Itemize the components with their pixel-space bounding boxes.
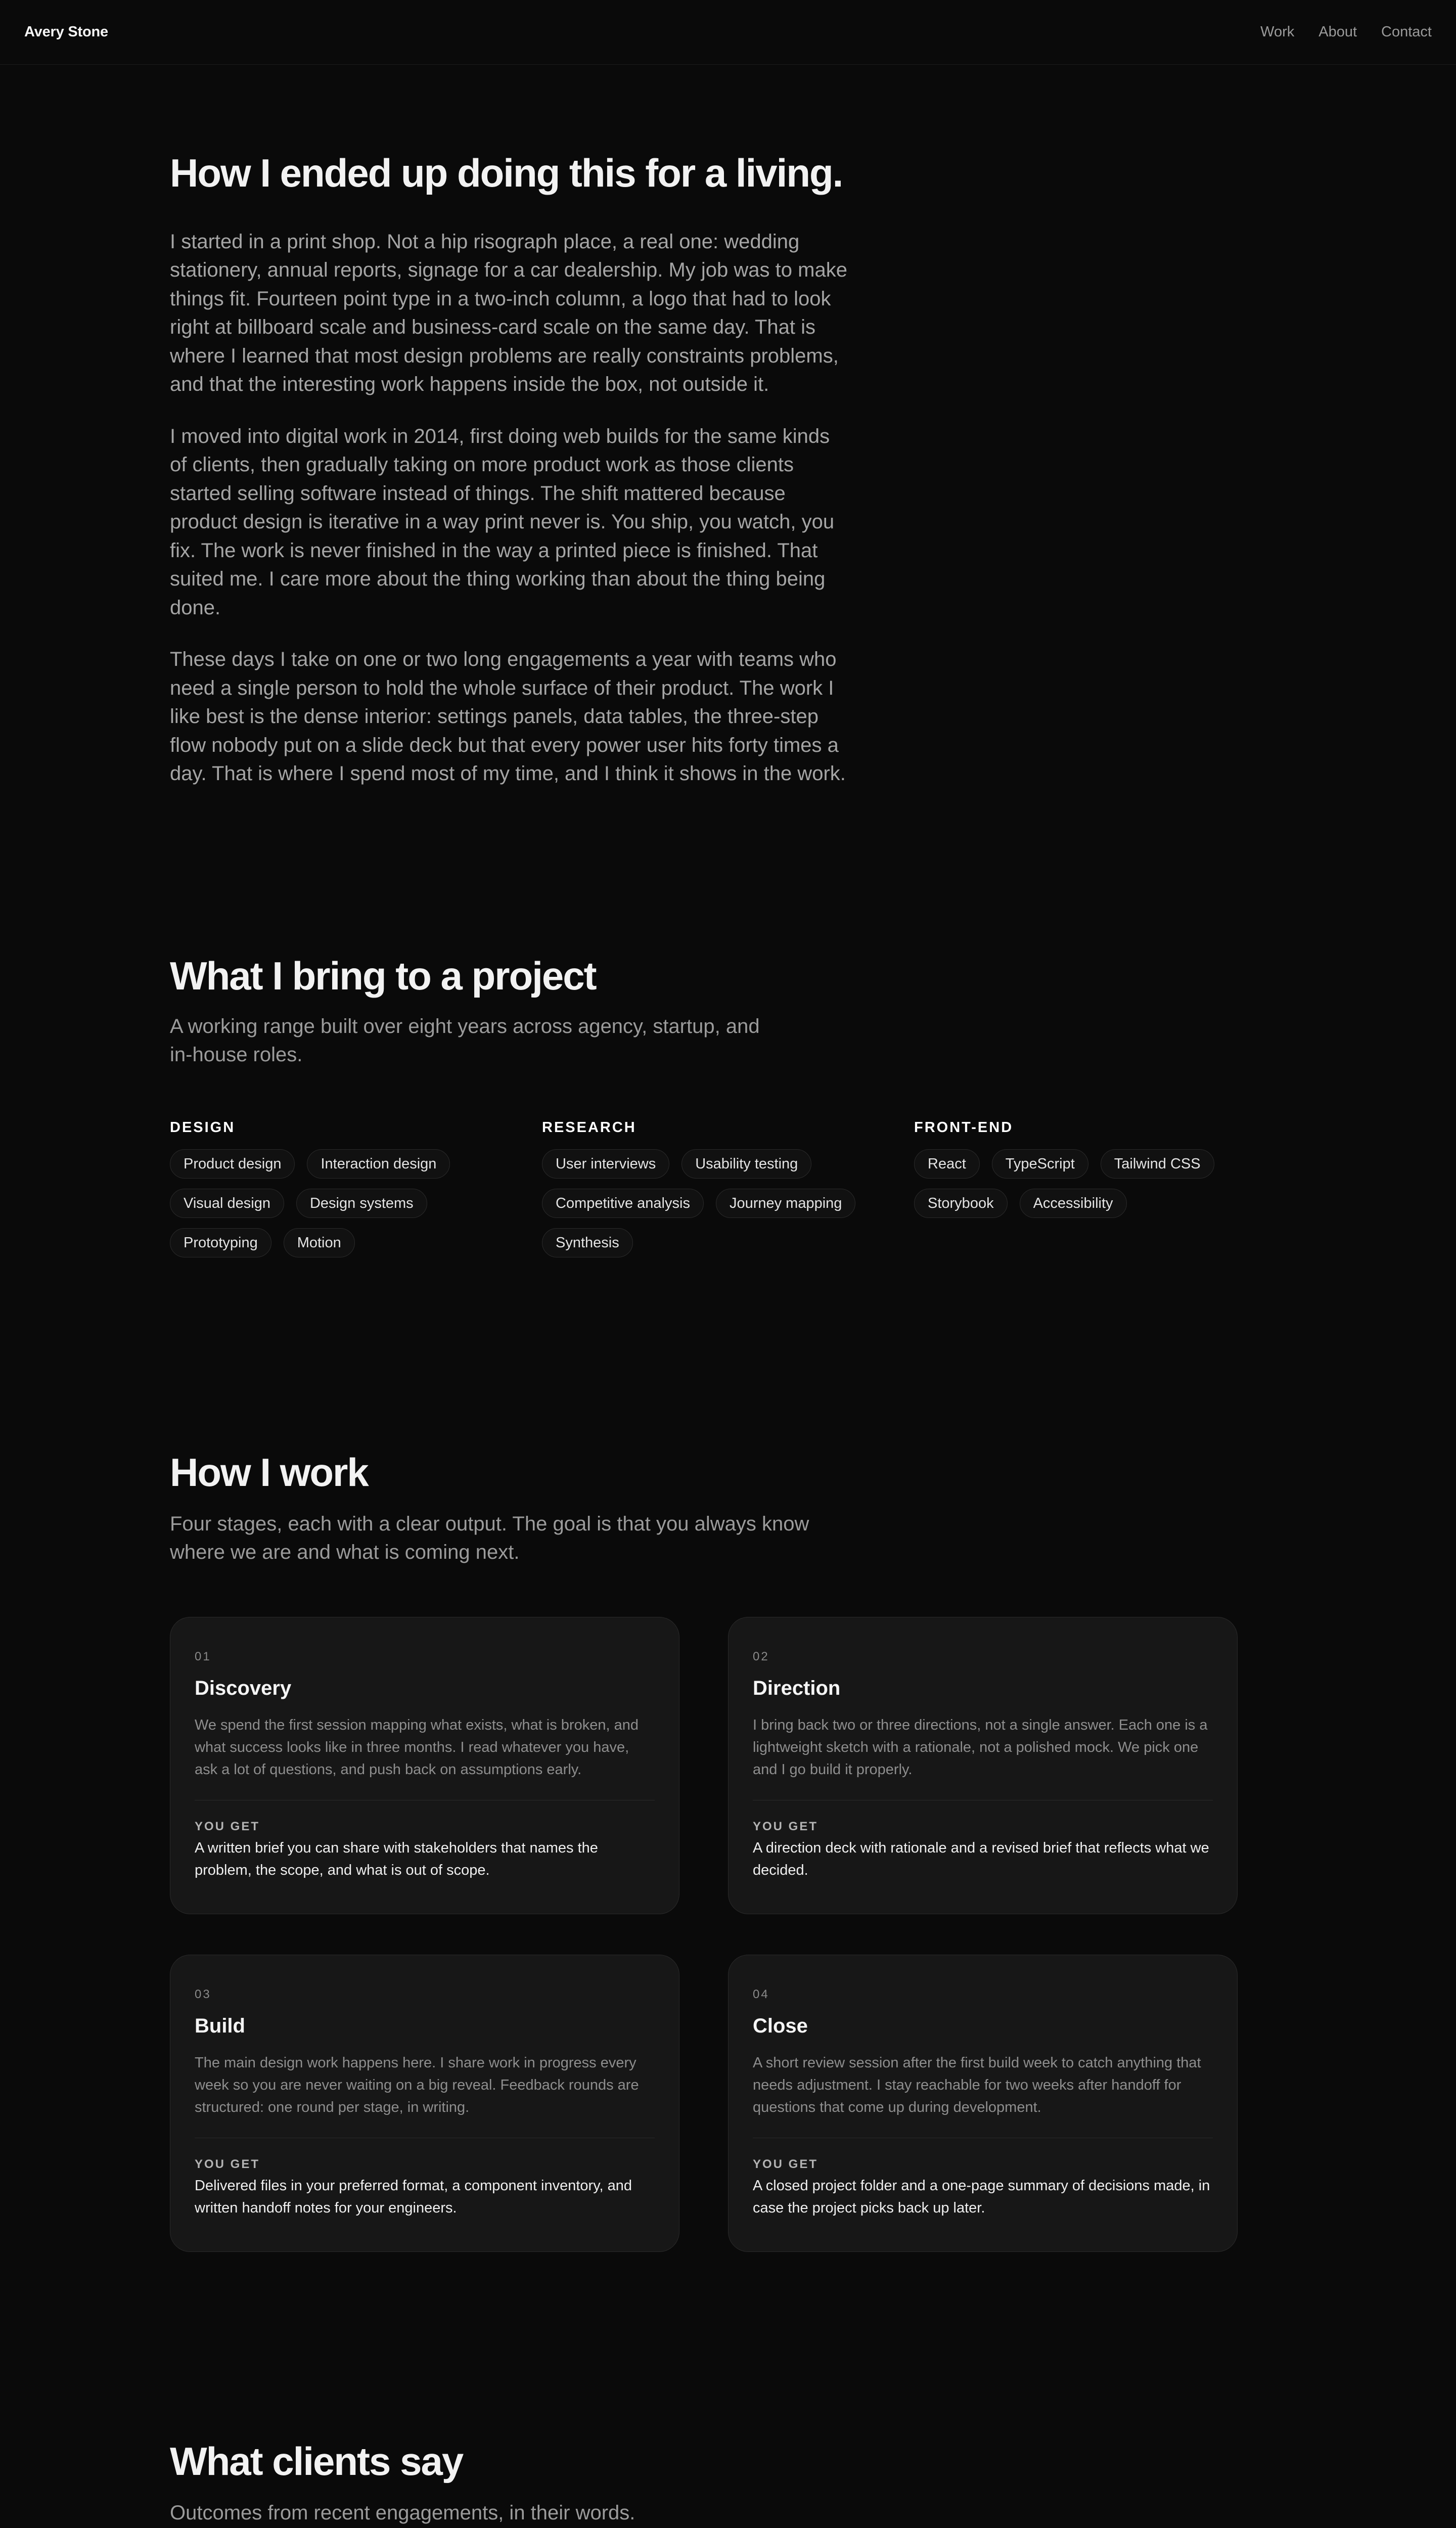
- skill-chip: TypeScript: [992, 1149, 1088, 1179]
- brand-logo[interactable]: Avery Stone: [24, 24, 108, 40]
- step-number: 04: [753, 1987, 769, 2001]
- skill-chips: [542, 1149, 896, 1257]
- skill-columns: [170, 1119, 1286, 1257]
- you-get-label: YOU GET: [195, 2157, 260, 2171]
- intro-paragraph: I moved into digital work in 2014, first doing web builds for the same kinds of clients, then gradually taking on more product work as those clients started selling software instead of things. The shift mattered because product design is iterative in a way print never is. You ship, you watch, you fix. The work is never finished in the way a printed piece is finished. That suited me. I care more about the thing working than about the thing being done.: [170, 425, 835, 619]
- skill-chips: [914, 1149, 1268, 1218]
- skill-column-research: [542, 1119, 914, 1257]
- skill-chip: Motion: [284, 1228, 355, 1257]
- process-title: How I work: [170, 1450, 368, 1495]
- nav-work[interactable]: Work: [1260, 24, 1295, 40]
- skill-chip: Synthesis: [542, 1228, 633, 1257]
- you-get-label: YOU GET: [195, 1819, 260, 1833]
- skill-column-frontend: [914, 1119, 1286, 1257]
- testimonials-title: What clients say: [170, 2439, 463, 2484]
- skill-chip: Interaction design: [307, 1149, 450, 1179]
- skill-chip: Accessibility: [1020, 1189, 1127, 1218]
- skill-column-design: [170, 1119, 542, 1257]
- skill-chip: Competitive analysis: [542, 1189, 704, 1218]
- main-nav: [1260, 24, 1432, 40]
- you-get-text: A closed project folder and a one-page summary of decisions made, in case the project picks back up later.: [753, 2177, 1210, 2216]
- skill-column-title: RESEARCH: [542, 1119, 636, 1136]
- step-number: 03: [195, 1987, 211, 2001]
- step-number: 02: [753, 1649, 769, 1663]
- skill-chip: React: [914, 1149, 980, 1179]
- process-lead: Four stages, each with a clear output. The goal is that you always know where we are and what is coming next.: [170, 1512, 809, 1563]
- step-description: A short review session after the first build week to catch anything that needs adjustment. I stay reachable for two weeks after handoff for questions that come up during development.: [753, 2054, 1201, 2115]
- process-step-close: [728, 1955, 1238, 2252]
- intro-paragraph: I started in a print shop. Not a hip risograph place, a real one: wedding stationery, annual reports, signage for a car dealership. My job was to make things fit. Fourteen point type in a two-inch column, a logo that had to look right at billboard scale and business-card scale on the same day. That is where I learned that most design problems are really constraints problems, and that the interesting work happens inside the box, not outside it.: [170, 230, 847, 396]
- skill-chip: Journey mapping: [716, 1189, 855, 1218]
- you-get-text: Delivered files in your preferred format, a component inventory, and written handoff notes for your engineers.: [195, 2177, 632, 2216]
- skill-chip: Usability testing: [681, 1149, 811, 1179]
- process-section: [170, 1451, 1286, 2252]
- process-steps: [170, 1617, 1286, 2252]
- skill-chip: User interviews: [542, 1149, 669, 1179]
- step-title: Close: [753, 2014, 808, 2037]
- site-header: [0, 0, 1456, 65]
- you-get-label: YOU GET: [753, 2157, 818, 2171]
- step-description: We spend the first session mapping what exists, what is broken, and what success looks like in three months. I read whatever you have, ask a lot of questions, and push back on assumptions early.: [195, 1717, 639, 1778]
- skills-lead: A working range built over eight years across agency, startup, and in-house roles.: [170, 1015, 760, 1066]
- step-description: The main design work happens here. I share work in progress every week so you are never waiting on a big reveal. Feedback rounds are structured: one round per stage, in writing.: [195, 2054, 639, 2115]
- process-step-direction: [728, 1617, 1238, 1914]
- intro-section: [170, 152, 1286, 811]
- intro-paragraph: These days I take on one or two long engagements a year with teams who need a single person to hold the whole surface of their product. The work I like best is the dense interior: settings panels, data tables, the three-step flow nobody put on a slide deck but that every power user hits forty times a day. That is where I spend most of my time, and I think it shows in the work.: [170, 648, 846, 785]
- skills-title: What I bring to a project: [170, 954, 596, 998]
- skill-chip: Product design: [170, 1149, 295, 1179]
- skills-section: [170, 955, 1286, 1257]
- nav-about[interactable]: About: [1318, 24, 1357, 40]
- testimonials-section: [170, 2440, 1286, 2528]
- process-step-build: [170, 1955, 679, 2252]
- skill-chip: Visual design: [170, 1189, 284, 1218]
- step-number: 01: [195, 1649, 211, 1663]
- skill-column-title: DESIGN: [170, 1119, 236, 1136]
- skill-chip: Tailwind CSS: [1101, 1149, 1214, 1179]
- skill-chip: Prototyping: [170, 1228, 271, 1257]
- intro-title: How I ended up doing this for a living.: [170, 151, 843, 195]
- step-title: Direction: [753, 1677, 841, 1699]
- step-description: I bring back two or three directions, not a single answer. Each one is a lightweight sketch with a rationale, not a polished mock. We pick one and I go build it properly.: [753, 1717, 1208, 1778]
- skill-chip: Design systems: [296, 1189, 427, 1218]
- you-get-text: A written brief you can share with stakeholders that names the problem, the scope, and what is out of scope.: [195, 1839, 598, 1878]
- testimonials-lead: Outcomes from recent engagements, in their words.: [170, 2501, 635, 2524]
- skill-column-title: FRONT-END: [914, 1119, 1014, 1136]
- you-get-label: YOU GET: [753, 1819, 818, 1833]
- skill-chip: Storybook: [914, 1189, 1008, 1218]
- skill-chips: [170, 1149, 524, 1257]
- nav-contact[interactable]: Contact: [1381, 24, 1432, 40]
- step-title: Build: [195, 2014, 245, 2037]
- you-get-text: A direction deck with rationale and a revised brief that reflects what we decided.: [753, 1839, 1209, 1878]
- step-title: Discovery: [195, 1677, 292, 1699]
- process-step-discovery: [170, 1617, 679, 1914]
